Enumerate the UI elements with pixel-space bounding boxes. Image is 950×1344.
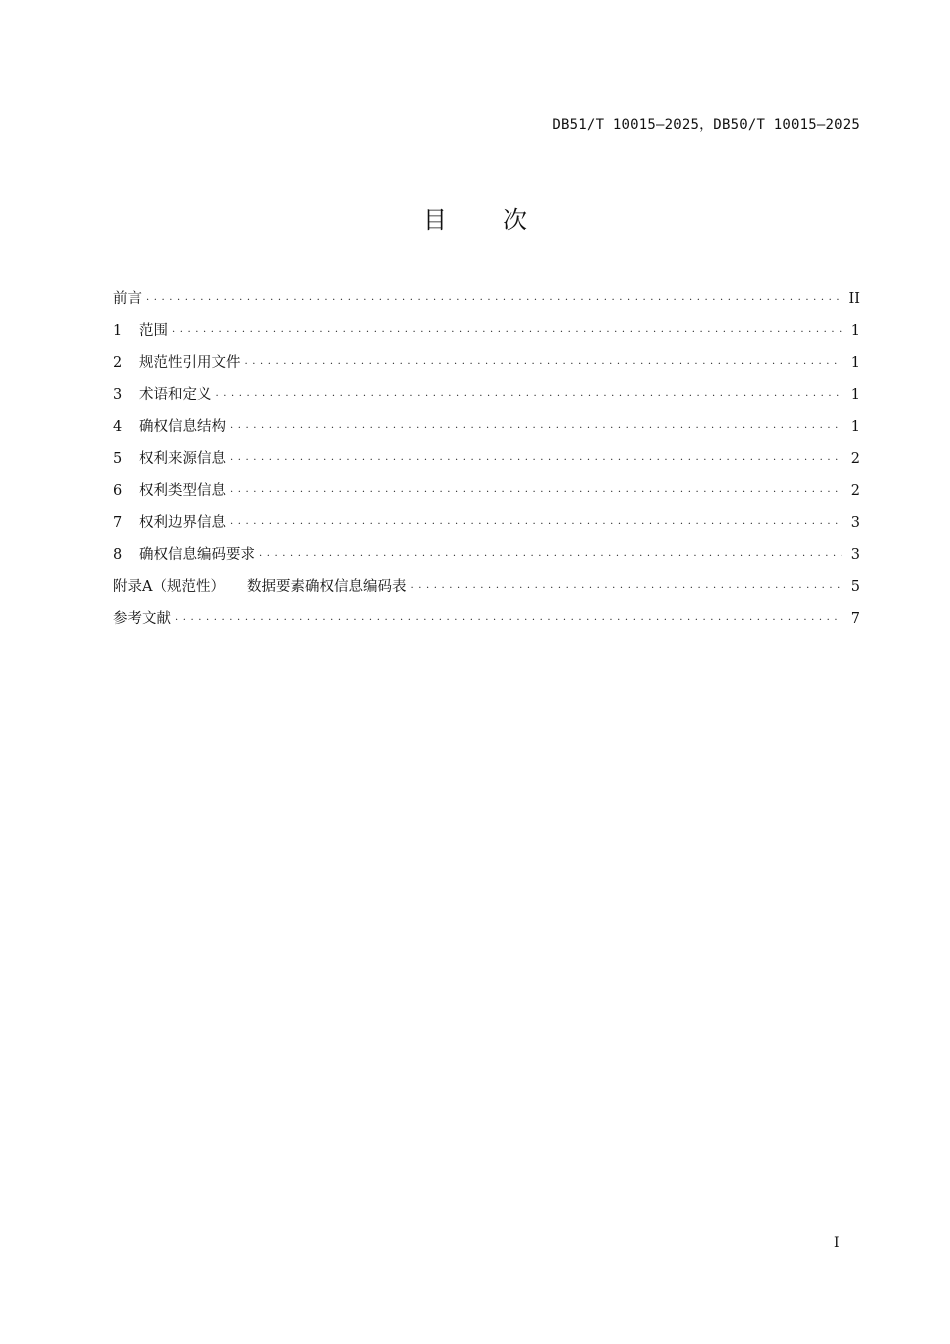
toc-entry-bibliography[interactable] bbox=[113, 607, 860, 639]
toc-entry-number: 8 bbox=[113, 547, 123, 563]
toc-entry-page: 1 bbox=[850, 387, 860, 403]
toc-entry-foreword[interactable] bbox=[113, 287, 860, 319]
toc-entry-rights-source-info[interactable] bbox=[113, 447, 860, 479]
toc-entry-number: 3 bbox=[113, 387, 123, 403]
toc-leader-dots bbox=[216, 385, 843, 399]
toc-entry-rights-boundary-info[interactable] bbox=[113, 511, 860, 543]
toc-entry-number: 7 bbox=[113, 515, 123, 531]
toc-entry-page: 1 bbox=[850, 355, 860, 371]
toc-leader-dots bbox=[230, 417, 842, 431]
toc-entry-label: 前言 bbox=[113, 291, 142, 307]
toc-entry-encoding-requirements[interactable] bbox=[113, 543, 860, 575]
toc-entry-scope[interactable] bbox=[113, 319, 860, 351]
toc-entry-label: 确权信息编码要求 bbox=[139, 547, 255, 563]
toc-entry-page: 7 bbox=[850, 611, 860, 627]
toc-entry-number: 2 bbox=[113, 355, 123, 371]
toc-entry-page: 3 bbox=[850, 515, 860, 531]
toc-entry-page: 3 bbox=[850, 547, 860, 563]
toc-entry-page: 2 bbox=[850, 483, 860, 499]
toc-leader-dots bbox=[172, 321, 842, 335]
toc-entry-page: 1 bbox=[850, 323, 860, 339]
toc-leader-dots bbox=[175, 609, 842, 623]
toc-leader-dots bbox=[230, 513, 842, 527]
appendix-label: 附录A（规范性） bbox=[113, 579, 225, 595]
page-title: 目次 bbox=[423, 206, 583, 234]
toc-entry-label: 权利类型信息 bbox=[139, 483, 226, 499]
toc-entry-label: 术语和定义 bbox=[139, 387, 212, 403]
toc-leader-dots bbox=[245, 353, 843, 367]
toc-leader-dots bbox=[230, 481, 842, 495]
toc-entry-page: 2 bbox=[850, 451, 860, 467]
toc-entry-page: 1 bbox=[850, 419, 860, 435]
toc-leader-dots bbox=[230, 449, 842, 463]
toc-entry-page: 5 bbox=[850, 579, 860, 595]
toc-entry-label: 权利边界信息 bbox=[139, 515, 226, 531]
toc-entry-page: II bbox=[848, 291, 860, 307]
toc-entry-terms-definitions[interactable] bbox=[113, 383, 860, 415]
toc-entry-rights-info-structure[interactable] bbox=[113, 415, 860, 447]
toc-entry-label bbox=[113, 575, 406, 599]
table-of-contents bbox=[113, 287, 860, 639]
toc-entry-appendix-a[interactable] bbox=[113, 575, 860, 607]
standard-code: DB51/T 10015—2025，DB50/T 10015—2025 bbox=[552, 117, 860, 133]
toc-leader-dots bbox=[410, 577, 842, 591]
toc-leader-dots bbox=[259, 545, 842, 559]
toc-entry-number: 4 bbox=[113, 419, 123, 435]
toc-entry-number: 5 bbox=[113, 451, 123, 467]
toc-entry-number: 1 bbox=[113, 323, 123, 339]
toc-entry-rights-type-info[interactable] bbox=[113, 479, 860, 511]
toc-entry-label: 参考文献 bbox=[113, 611, 171, 627]
toc-entry-label: 规范性引用文件 bbox=[139, 355, 241, 371]
page-number: I bbox=[834, 1235, 840, 1251]
appendix-title: 数据要素确权信息编码表 bbox=[246, 579, 407, 595]
toc-entry-number: 6 bbox=[113, 483, 123, 499]
toc-leader-dots bbox=[146, 289, 842, 303]
toc-entry-label: 范围 bbox=[139, 323, 168, 339]
toc-entry-normative-references[interactable] bbox=[113, 351, 860, 383]
toc-entry-label: 权利来源信息 bbox=[139, 451, 226, 467]
toc-entry-label: 确权信息结构 bbox=[139, 419, 226, 435]
